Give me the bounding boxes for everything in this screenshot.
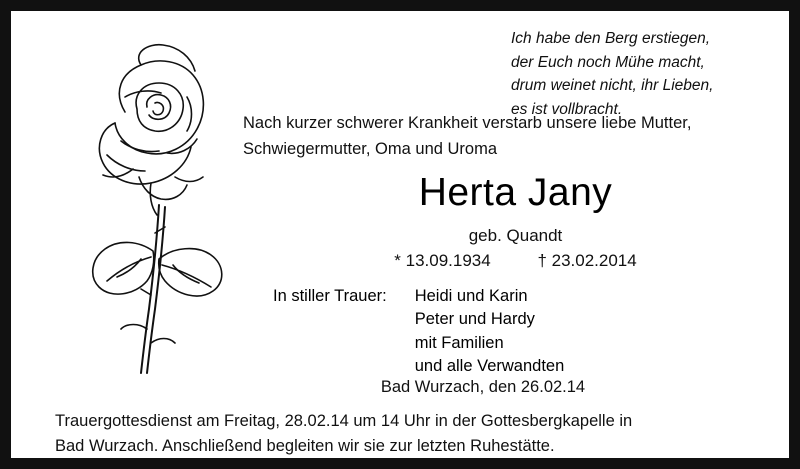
verse-block	[511, 27, 781, 121]
mourner-entry: Peter und Hardy	[414, 310, 535, 329]
mourners-list	[415, 285, 565, 379]
mourners-block	[273, 285, 790, 379]
verse-line-4: es ist vollbracht.	[511, 100, 623, 118]
intro-line-1: Nach kurzer schwerer Krankheit verstarb unsere liebe Mutter,	[243, 114, 692, 132]
service-line-2: Bad Wurzach. Anschließend begleiten wir sie zur letzten Ruhestätte.	[55, 436, 555, 455]
place-and-date: Bad Wurzach, den 26.02.14	[380, 378, 586, 396]
mourners-label: In stiller Trauer:	[273, 287, 387, 305]
service-line-1: Trauergottesdienst am Freitag, 28.02.14 um 14 Uhr in der Gottesbergkapelle in	[55, 412, 633, 430]
deceased-name: Herta Jany	[418, 171, 613, 214]
mourner-entry: und alle Verwandten	[414, 357, 565, 376]
verse-line-2: der Euch noch Mühe macht,	[511, 53, 705, 71]
intro-text	[243, 111, 788, 162]
rose-illustration	[55, 37, 245, 377]
rose-icon	[55, 37, 245, 377]
mourner-entry: Heidi und Karin	[414, 287, 528, 305]
intro-line-2: Schwiegermutter, Oma und Uroma	[243, 139, 498, 158]
mourner-entry: mit Familien	[414, 333, 504, 352]
deceased-dates	[243, 251, 788, 271]
verse-line-1: Ich habe den Berg erstiegen,	[511, 30, 711, 47]
death-date: † 23.02.2014	[537, 251, 637, 270]
verse-line-3: drum weinet nicht, ihr Lieben,	[511, 77, 714, 95]
birth-date: * 13.09.1934	[394, 251, 491, 270]
obituary-inner-frame	[10, 10, 790, 459]
deceased-maiden-name: geb. Quandt	[468, 226, 563, 245]
service-details	[55, 409, 745, 459]
